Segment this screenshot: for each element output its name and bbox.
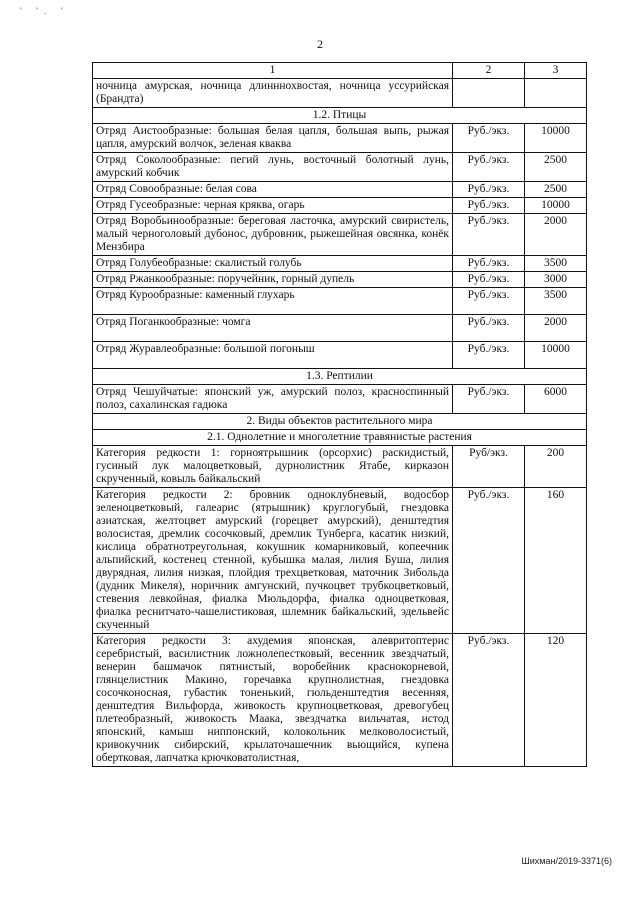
- rate-cell: 10000: [525, 342, 587, 369]
- table-row: [93, 385, 587, 414]
- unit-cell: Руб./экз.: [453, 198, 525, 214]
- species-cell: Отряд Поганкообразные: чомга: [93, 315, 453, 342]
- unit-cell: Руб/экз.: [453, 446, 525, 488]
- unit-cell: Руб./экз.: [453, 272, 525, 288]
- section-row: [93, 414, 587, 430]
- scan-marks: ' '. ': [20, 6, 69, 16]
- species-cell: Отряд Аистообразные: большая белая цапля, большая выпь, рыжая цапля, амурский волчок, зеленая кваква: [93, 124, 453, 153]
- species-cell: Категория редкости 1: горноятрышник (орсорхис) раскидистый, гусиный лук малоцветковый, дурнолистник Ятабе, кирказон скрученный, ковыль байкальский: [93, 446, 453, 488]
- table-row: [93, 214, 587, 256]
- unit-cell: Руб./экз.: [453, 315, 525, 342]
- table-row: [93, 272, 587, 288]
- unit-cell: Руб./экз.: [453, 342, 525, 369]
- page-number: 2: [317, 37, 323, 51]
- unit-cell: Руб./экз.: [453, 182, 525, 198]
- rate-cell: 160: [525, 488, 587, 634]
- species-cell: Категория редкости 3: ахудемия японская, алевритоптерис серебристый, василистник ложнолепестковый, весенник звездчатый, венерин башмачок пятнистый, воробейник краснокорневой, глянцелистник Макино, горечавка крупнолистная, гнездовка сосочконосная, губастик тоненький, гюльденштедтия весенняя, денштедтия Вильфорда, живокость крупноцветковая, древогубец плетеобразный, живокость Маака, звездчатка вильчатая, истод японский, камыш ниппонский, колокольник мелковолосистый, кривокучник сибирский, крылаточашечник вьющийся, купена обертковая, лапчатка крючковатолистная,: [93, 634, 453, 767]
- section-title: 2. Виды объектов растительного мира: [93, 414, 587, 430]
- unit-cell: Руб./экз.: [453, 385, 525, 414]
- unit-cell: Руб./экз.: [453, 214, 525, 256]
- species-cell: Отряд Ржанкообразные: поручейник, горный дупель: [93, 272, 453, 288]
- table-row: [93, 288, 587, 315]
- rate-cell: 2500: [525, 153, 587, 182]
- table-row: [93, 198, 587, 214]
- rate-cell: [525, 79, 587, 108]
- table-row: [93, 79, 587, 108]
- species-cell: Категория редкости 2: бровник одноклубневый, водосбор зеленоцветковый, галеарис (ятрышник) круглогубый, гнездовка азиатская, желтоцвет амурский (горецвет амурский), денштедтия волосистая, дремлик сосочковый, дремлик Тунберга, касатик низкий, кислица обратнотреугольная, кокушник комарниковый, копеечник альпийский, костенец стенной, кубышка малая, лилия Буша, лилия двурядная, лилия низкая, плойдия трехцветковая, маточник Зибольда (дудник Микеля), норичник амгунский, пучкоцвет трубкоцветковый, стевения левкойная, фиалка Мюльдорфа, фиалка одноцветковая, фиалка реснитчато-чашелистиковая, шлемник байкальский, эдельвейс скученный: [93, 488, 453, 634]
- unit-cell: Руб./экз.: [453, 256, 525, 272]
- rate-cell: 120: [525, 634, 587, 767]
- header-col-3: 3: [525, 63, 587, 79]
- species-cell: Отряд Журавлеобразные: большой погоныш: [93, 342, 453, 369]
- unit-cell: Руб./экз.: [453, 488, 525, 634]
- header-col-1: 1: [93, 63, 453, 79]
- section-title: 2.1. Однолетние и многолетние травянистые растения: [93, 430, 587, 446]
- table-body: [93, 63, 587, 767]
- table-row: [93, 256, 587, 272]
- rate-cell: 3000: [525, 272, 587, 288]
- unit-cell: Руб./экз.: [453, 634, 525, 767]
- document-code: Шихман/2019-3371(6): [521, 856, 612, 866]
- rate-cell: 3500: [525, 288, 587, 315]
- section-row: [93, 430, 587, 446]
- section-title: 1.3. Рептилии: [93, 369, 587, 385]
- species-cell: Отряд Гусеобразные: черная кряква, огарь: [93, 198, 453, 214]
- species-cell: Отряд Соколообразные: пегий лунь, восточный болотный лунь, амурский кобчик: [93, 153, 453, 182]
- section-title: 1.2. Птицы: [93, 108, 587, 124]
- unit-cell: Руб./экз.: [453, 124, 525, 153]
- table-row: [93, 446, 587, 488]
- table-row: [93, 634, 587, 767]
- section-row: [93, 108, 587, 124]
- species-cell: Отряд Курообразные: каменный глухарь: [93, 288, 453, 315]
- species-cell: ночница амурская, ночница длинннохвостая, ночница уссурийская (Брандта): [93, 79, 453, 108]
- species-cell: Отряд Воробьинообразные: береговая ласточка, амурский свиристель, малый черноголовый дубонос, дубровник, рыжешейная овсянка, конёк Мензбира: [93, 214, 453, 256]
- table-row: [93, 342, 587, 369]
- section-row: [93, 369, 587, 385]
- table-header-row: [93, 63, 587, 79]
- rate-cell: 200: [525, 446, 587, 488]
- table-row: [93, 153, 587, 182]
- rate-cell: 2000: [525, 214, 587, 256]
- rate-cell: 6000: [525, 385, 587, 414]
- species-cell: Отряд Совообразные: белая сова: [93, 182, 453, 198]
- table-row: [93, 488, 587, 634]
- unit-cell: Руб./экз.: [453, 153, 525, 182]
- rates-table: [92, 62, 587, 767]
- table-row: [93, 182, 587, 198]
- table-row: [93, 315, 587, 342]
- rate-cell: 2500: [525, 182, 587, 198]
- species-cell: Отряд Голубеобразные: скалистый голубь: [93, 256, 453, 272]
- rate-cell: 3500: [525, 256, 587, 272]
- unit-cell: Руб./экз.: [453, 288, 525, 315]
- rate-cell: 2000: [525, 315, 587, 342]
- unit-cell: [453, 79, 525, 108]
- table-row: [93, 124, 587, 153]
- header-col-2: 2: [453, 63, 525, 79]
- species-cell: Отряд Чешуйчатые: японский уж, амурский полоз, красноспинный полоз, сахалинская гадюка: [93, 385, 453, 414]
- rate-cell: 10000: [525, 198, 587, 214]
- rate-cell: 10000: [525, 124, 587, 153]
